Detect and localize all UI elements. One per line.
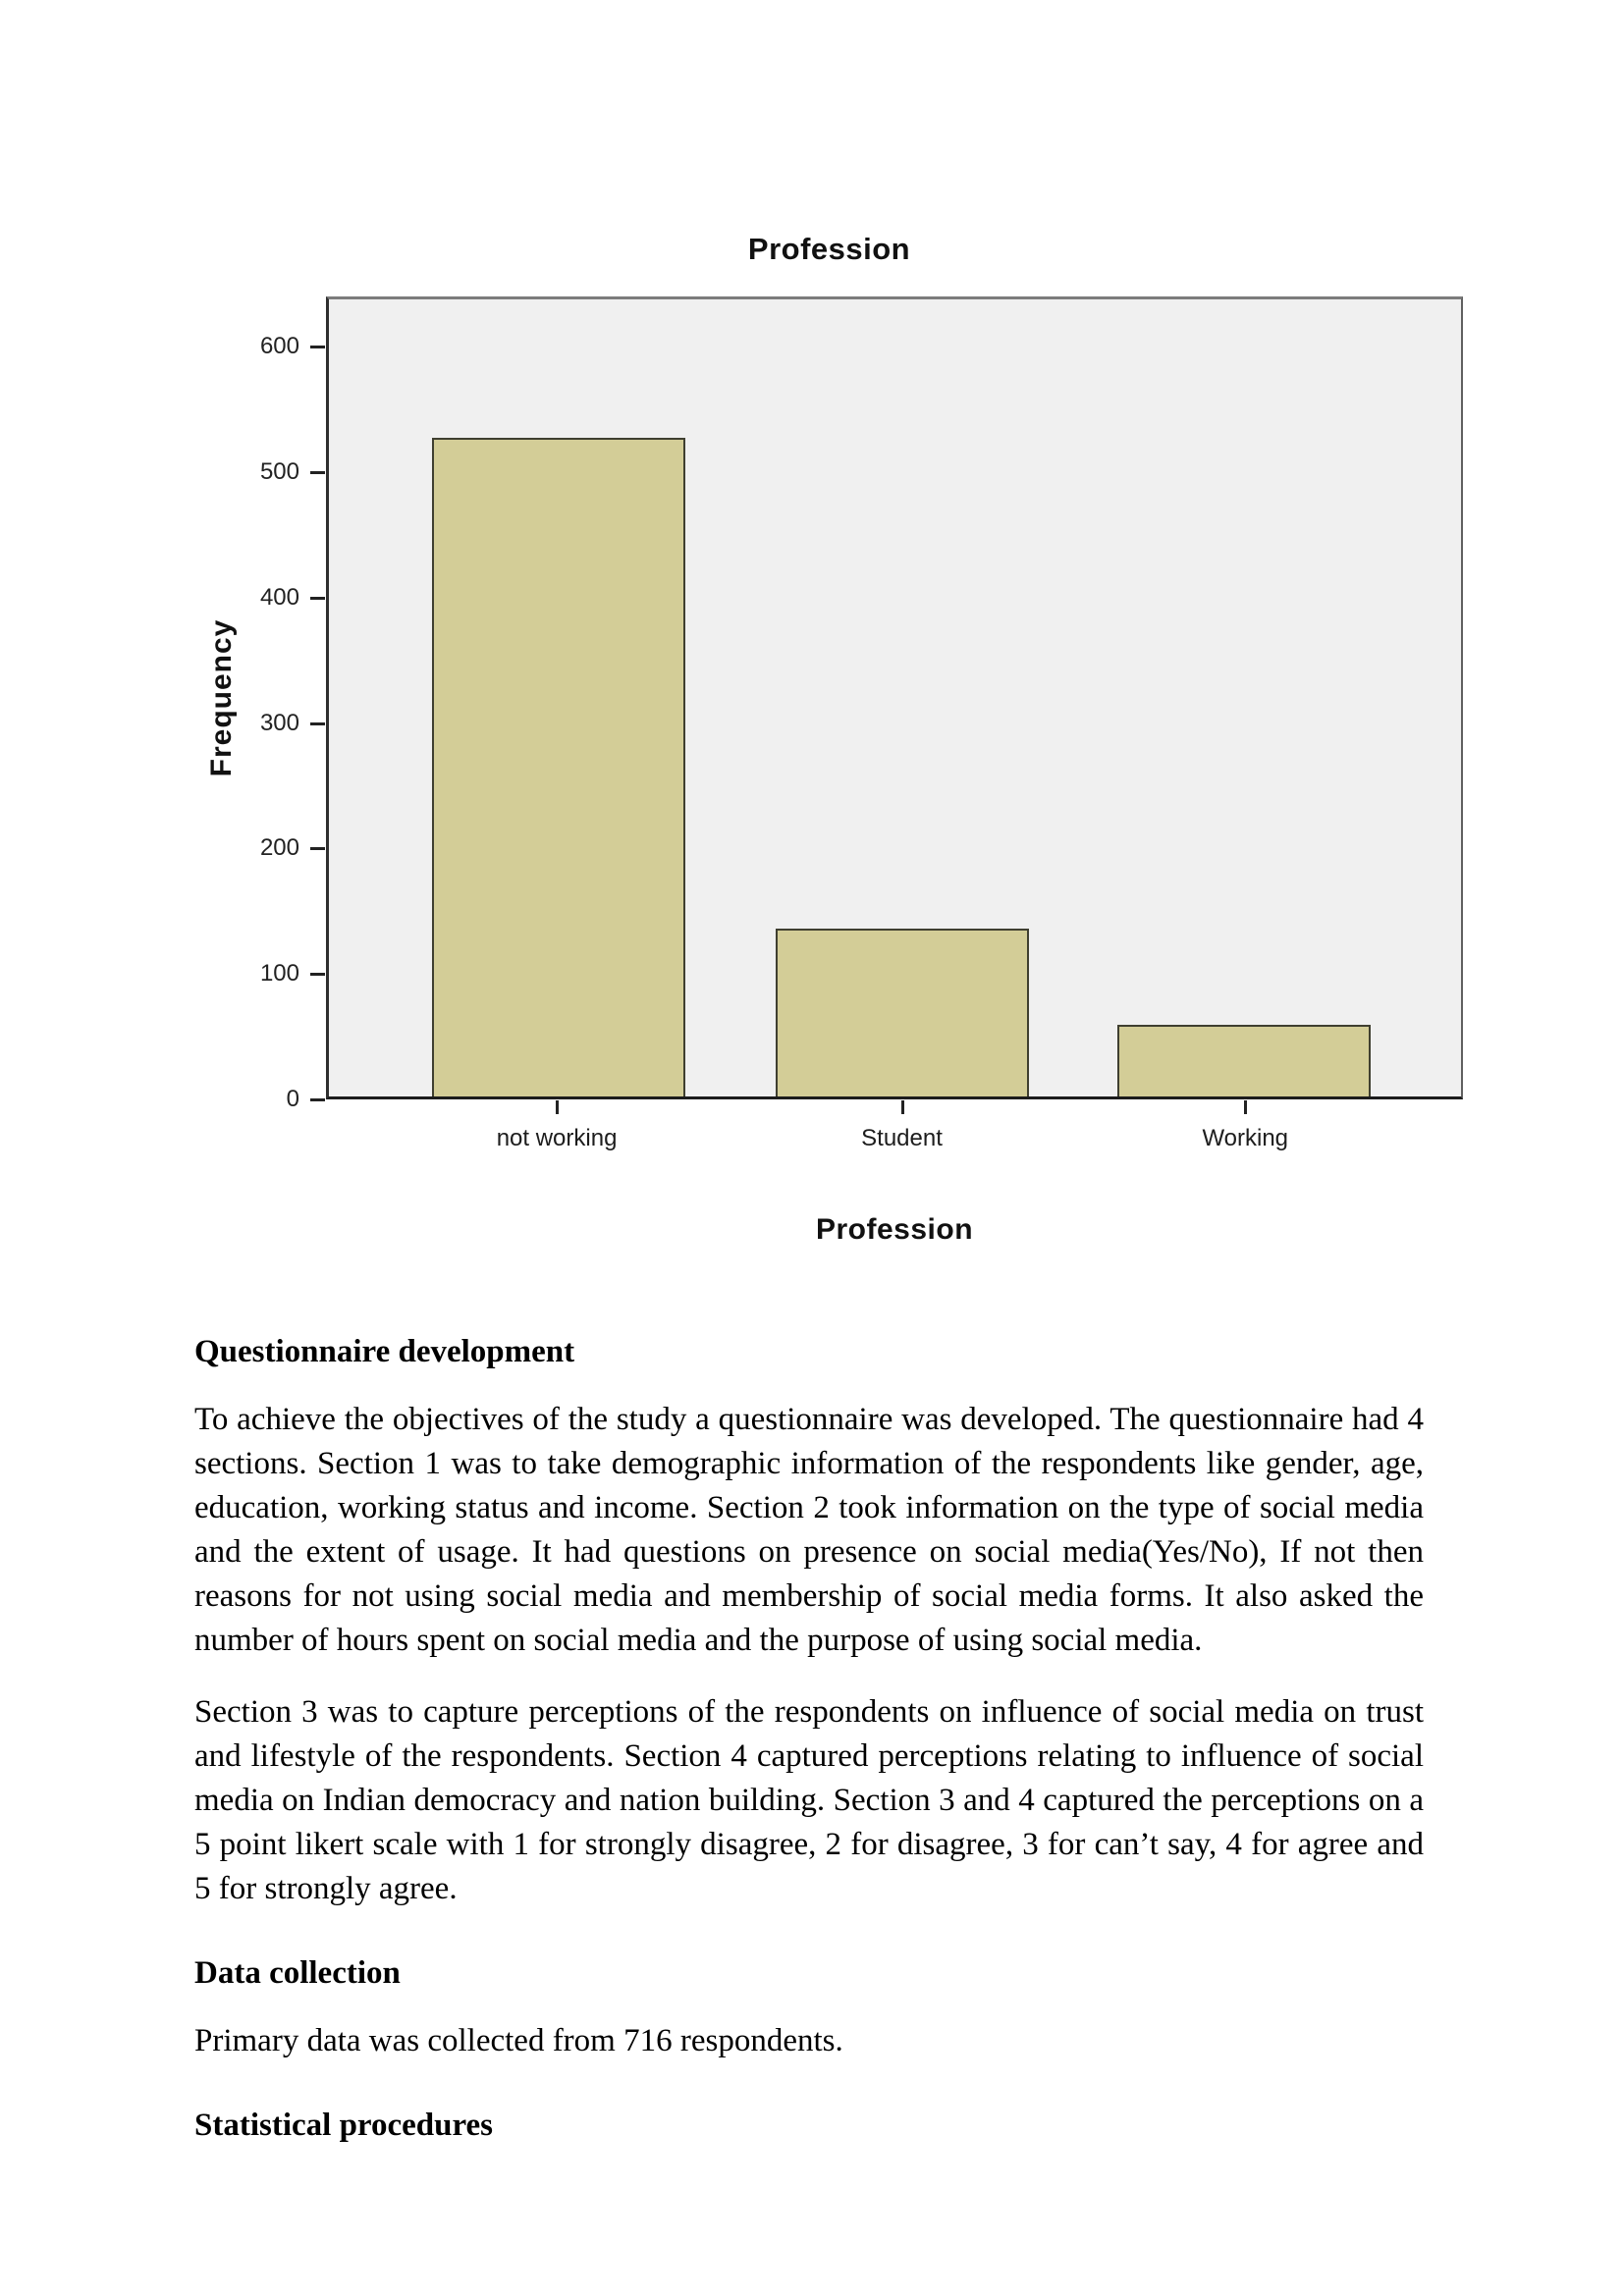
y-tick-mark bbox=[310, 1098, 325, 1101]
chart-title: Profession bbox=[747, 232, 911, 266]
y-tick-mark bbox=[310, 346, 325, 348]
category-label-student: Student bbox=[861, 1125, 943, 1151]
x-tick-mark bbox=[1244, 1100, 1247, 1114]
y-tick-mark bbox=[310, 973, 325, 976]
y-tick-label: 300 bbox=[259, 709, 299, 736]
y-tick-label: 0 bbox=[286, 1086, 299, 1112]
x-axis-title: Profession bbox=[815, 1213, 974, 1246]
y-tick-label: 100 bbox=[259, 960, 299, 988]
bar-working bbox=[1117, 1025, 1371, 1096]
y-tick-mark bbox=[310, 597, 325, 600]
y-tick-label: 200 bbox=[259, 834, 299, 862]
y-axis-title: Frequency bbox=[205, 618, 238, 777]
x-tick-mark bbox=[556, 1100, 559, 1114]
paragraph-questionnaire: To achieve the objectives of the study a questionnaire was developed. The questionnaire had 4 sections. Section 1 was to take demographic information of the respondents like gender, age, education, working status and income. Section 2 took information on the type of social media and the extent of usage. It had questions on presence on social media(Yes/No), If not then reasons for not using social media and membership of social media forms. It also asked the number of hours spent on social media and the purpose of using social media. bbox=[194, 1402, 1424, 1658]
y-tick-mark bbox=[310, 722, 325, 725]
y-tick-label: 600 bbox=[259, 333, 299, 360]
plot-area bbox=[326, 296, 1463, 1099]
body-text bbox=[194, 1331, 1424, 2171]
bar-not-working bbox=[432, 438, 685, 1096]
y-tick-label: 400 bbox=[259, 583, 299, 611]
bar-student bbox=[776, 929, 1029, 1096]
section-heading-statistical-procedures: Statistical procedures bbox=[194, 2108, 494, 2143]
category-label-not-working: not working bbox=[496, 1125, 618, 1151]
y-tick-mark bbox=[310, 471, 325, 474]
section-heading-questionnaire-development: Questionnaire development bbox=[194, 1334, 575, 1369]
paragraph-data-collection: Primary data was collected from 716 respondents. bbox=[194, 2023, 843, 2058]
category-label-working: Working bbox=[1202, 1125, 1289, 1151]
paragraph-sections: Section 3 was to capture perceptions of the respondents on influence of social media on trust and lifestyle of the respondents. Section 4 captured perceptions relating to influence of social media on Indian democracy and nation building. Section 3 and 4 captured the perceptions on a 5 point likert scale with 1 for strongly disagree, 2 for disagree, 3 for can’t say, 4 for agree and 5 for strongly agree. bbox=[194, 1694, 1424, 1906]
x-tick-mark bbox=[901, 1100, 904, 1114]
section-heading-data-collection: Data collection bbox=[194, 1955, 401, 1991]
y-tick-label: 500 bbox=[259, 457, 299, 485]
y-tick-mark bbox=[310, 847, 325, 850]
